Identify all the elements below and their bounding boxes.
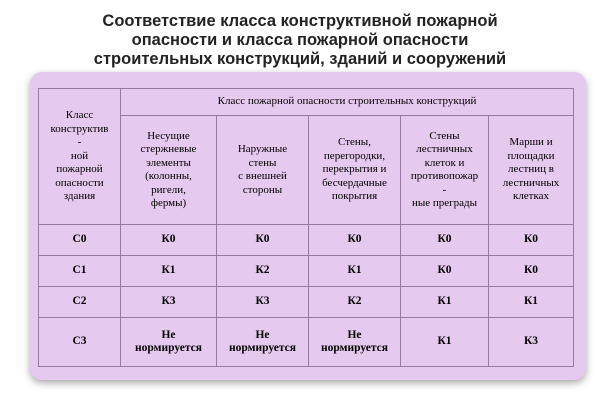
table-cell: К0 xyxy=(489,225,574,256)
table-cell: Не нормируется xyxy=(217,318,309,367)
row-class-cell: С2 xyxy=(39,287,121,318)
table-cell: Не нормируется xyxy=(309,318,401,367)
table-cell: К3 xyxy=(489,318,574,367)
table-cell: К2 xyxy=(309,287,401,318)
row-class-cell: С1 xyxy=(39,256,121,287)
table-cell: К2 xyxy=(217,256,309,287)
table-row xyxy=(39,318,574,367)
table-cell: К0 xyxy=(217,225,309,256)
table-cell: К0 xyxy=(309,225,401,256)
table-cell: К3 xyxy=(121,287,217,318)
fire-class-table xyxy=(38,88,574,367)
corner-header: Класс конструктив - ной пожарной опасности здания xyxy=(39,89,121,225)
table-cell: К0 xyxy=(401,256,489,287)
title-line-3: строительных конструкций, зданий и сооружений xyxy=(93,50,507,68)
table-cell: Не нормируется xyxy=(121,318,217,367)
table-cell: К1 xyxy=(489,287,574,318)
row-class-cell: С3 xyxy=(39,318,121,367)
table-cell: К0 xyxy=(401,225,489,256)
table-card xyxy=(30,72,586,380)
column-header: Несущие стержневые элементы (колонны, ригели, фермы) xyxy=(121,116,217,225)
table-cell: К0 xyxy=(121,225,217,256)
table-cell: К0 xyxy=(489,256,574,287)
column-header: Стены лестничных клеток и противопожар - ные преграды xyxy=(401,116,489,225)
title-line-2: опасности и класса пожарной опасности xyxy=(131,31,469,49)
table-cell: К3 xyxy=(217,287,309,318)
column-header: Стены, перегородки, перекрытия и бесчердачные покрытия xyxy=(309,116,401,225)
table-row xyxy=(39,225,574,256)
page-title xyxy=(0,12,600,69)
table-cell: К1 xyxy=(401,287,489,318)
table-cell: К1 xyxy=(121,256,217,287)
table-row xyxy=(39,287,574,318)
table-row xyxy=(39,256,574,287)
column-header: Марши и площадки лестниц в лестничных клетках xyxy=(489,116,574,225)
title-line-1: Соответствие класса конструктивной пожарной xyxy=(102,12,498,30)
group-header: Класс пожарной опасности строительных конструкций xyxy=(121,89,574,116)
column-header: Наружные стены с внешней стороны xyxy=(217,116,309,225)
row-class-cell: С0 xyxy=(39,225,121,256)
table-cell: К1 xyxy=(309,256,401,287)
table-cell: К1 xyxy=(401,318,489,367)
